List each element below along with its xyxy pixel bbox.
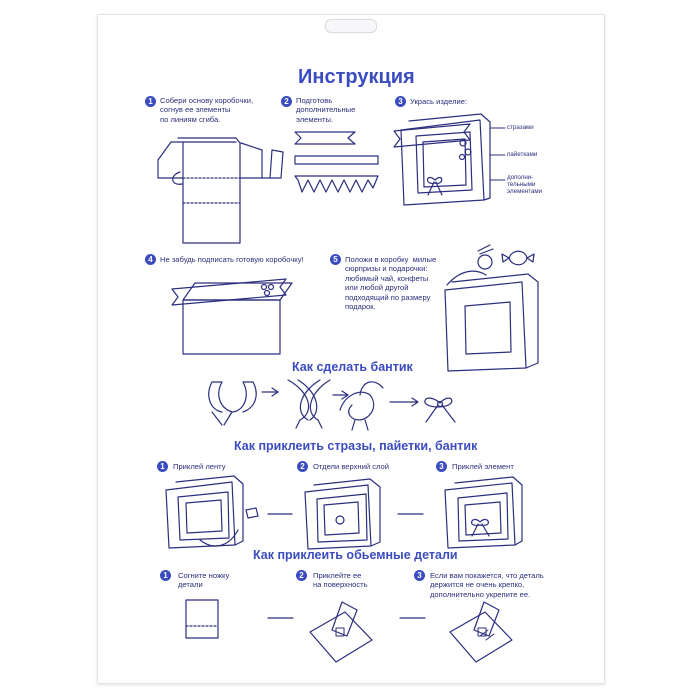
decor-label: дополни- тельными элементами (507, 174, 543, 196)
decorated-box-illustration (394, 114, 505, 205)
step-text: Собери основу коробочки, согнув ее элементы по линиям сгиба. (160, 96, 254, 124)
step-number: 2 (297, 461, 308, 472)
section-title-volume: Как приклеить обьемные детали (253, 548, 458, 562)
strips-illustration (295, 132, 378, 192)
step-number: 3 (414, 570, 425, 581)
step-text: Если вам покажется, что деталь держится не очень крепко, дополнительно укрепите ее. (430, 571, 544, 599)
decor-label: пайетками (507, 151, 538, 158)
step-number: 1 (157, 461, 168, 472)
step-text: Подготовь дополнительные элементы. (296, 96, 356, 124)
step-text: Согните ножку детали (178, 571, 230, 590)
step-number: 3 (395, 96, 406, 107)
step-text: Приклей ленту (173, 462, 226, 471)
step-number: 2 (296, 570, 307, 581)
step-number: 4 (145, 254, 156, 265)
bow-steps-illustration (209, 380, 455, 430)
box-net-illustration (158, 138, 283, 243)
stones-steps-illustration (166, 476, 522, 549)
step-number: 1 (160, 570, 171, 581)
step-number: 1 (145, 96, 156, 107)
step-text: Приклейте ее на поверхность (313, 571, 368, 590)
section-title-bow: Как сделать бантик (292, 360, 413, 374)
step-text: Отдели верхний слой (313, 462, 389, 471)
step-text: Положи в коробку милые сюрпризы и подарочки: любимый чай, конфеты или любой другой подходящий по размеру подарок. (345, 255, 437, 312)
volume-parts-illustration (186, 600, 512, 662)
step-text: Не забудь подписать готовую коробочку! (160, 255, 304, 264)
step-text: Приклей элемент (452, 462, 514, 471)
section-title-stones: Как приклеить стразы, пайетки, бантик (234, 439, 478, 453)
step-number: 5 (330, 254, 341, 265)
step-number: 2 (281, 96, 292, 107)
gift-box-illustration (445, 245, 538, 371)
step-text: Укрась изделие: (410, 97, 468, 106)
labeled-box-illustration (172, 279, 292, 354)
decor-label: стразами (507, 124, 534, 131)
page-title: Инструкция (298, 66, 415, 88)
step-number: 3 (436, 461, 447, 472)
